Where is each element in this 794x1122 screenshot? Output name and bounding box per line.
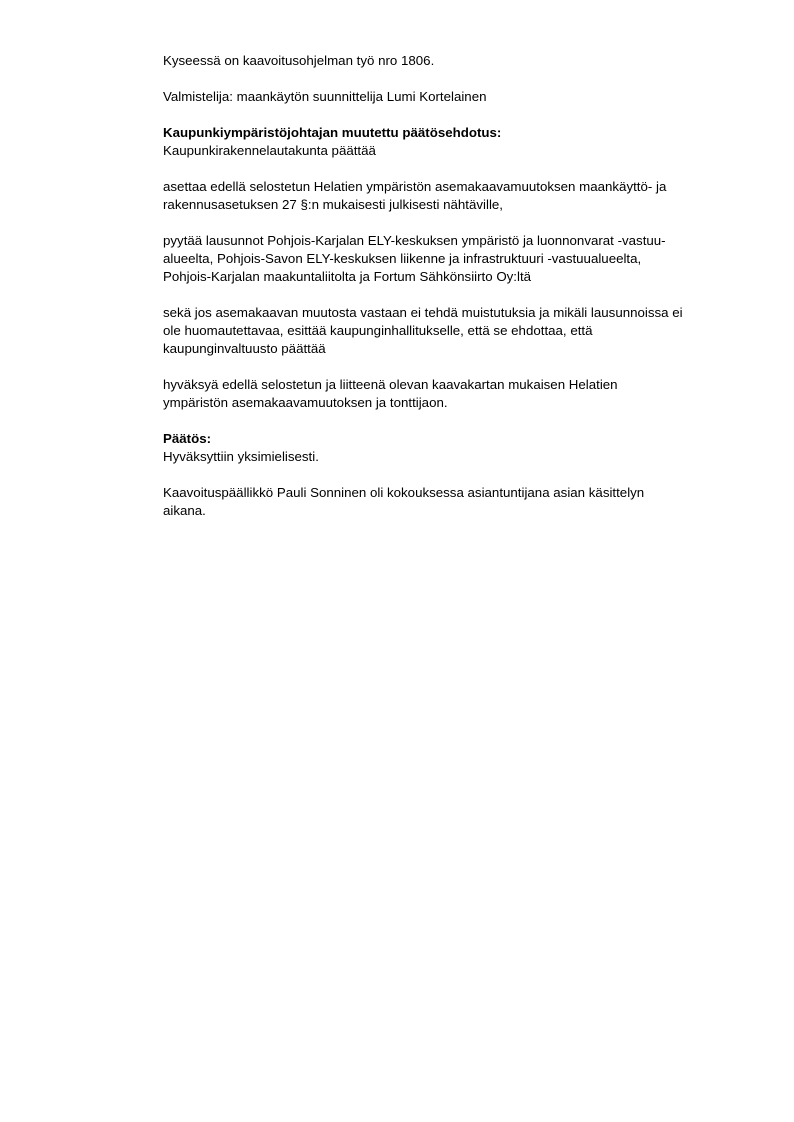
clause-line: hyväksyä edellä selostetun ja liitteenä olevan kaavakartan mukaisen Helatien	[163, 377, 618, 392]
clause-line: ole huomautettavaa, esittää kaupunginhallitukselle, että se ehdottaa, että	[163, 323, 593, 338]
intro-paragraph: Kyseessä on kaavoitusohjelman työ nro 1806.	[163, 53, 435, 68]
clause-line: Pohjois-Karjalan maakuntaliitolta ja Fortum Sähkönsiirto Oy:ltä	[163, 269, 532, 284]
clause-line: asettaa edellä selostetun Helatien ympäristön asemakaavamuutoksen maankäyttö- ja	[163, 179, 667, 194]
decision-heading: Päätös:	[163, 431, 212, 446]
closing-line: Kaavoituspäällikkö Pauli Sonninen oli kokouksessa asiantuntijana asian käsittelyn	[163, 485, 645, 500]
decision-section	[163, 430, 763, 466]
closing-line: aikana.	[163, 503, 206, 518]
clause-paragraph	[163, 304, 763, 358]
clause-line: rakennusasetuksen 27 §:n mukaisesti julkisesti nähtäville,	[163, 197, 503, 212]
clause-paragraph	[163, 376, 763, 412]
clause-line: alueelta, Pohjois-Savon ELY-keskuksen liikenne ja infrastruktuuri -vastuualueelta,	[163, 251, 642, 266]
clause-paragraph	[163, 232, 763, 286]
clause-paragraph	[163, 178, 763, 214]
proposal-section	[163, 124, 763, 160]
proposal-subject: Kaupunkirakennelautakunta päättää	[163, 143, 376, 158]
closing-paragraph	[163, 484, 763, 520]
clause-line: kaupunginvaltuusto päättää	[163, 341, 326, 356]
document-page	[163, 52, 763, 538]
clause-line: sekä jos asemakaavan muutosta vastaan ei tehdä muistutuksia ja mikäli lausunnoissa ei	[163, 305, 683, 320]
clause-line: ympäristön asemakaavamuutoksen ja tonttijaon.	[163, 395, 448, 410]
preparer-paragraph: Valmistelija: maankäytön suunnittelija Lumi Kortelainen	[163, 89, 487, 104]
proposal-heading: Kaupunkiympäristöjohtajan muutettu päätösehdotus:	[163, 125, 502, 140]
clause-line: pyytää lausunnot Pohjois-Karjalan ELY-keskuksen ympäristö ja luonnonvarat -vastuu-	[163, 233, 666, 248]
decision-text: Hyväksyttiin yksimielisesti.	[163, 449, 319, 464]
